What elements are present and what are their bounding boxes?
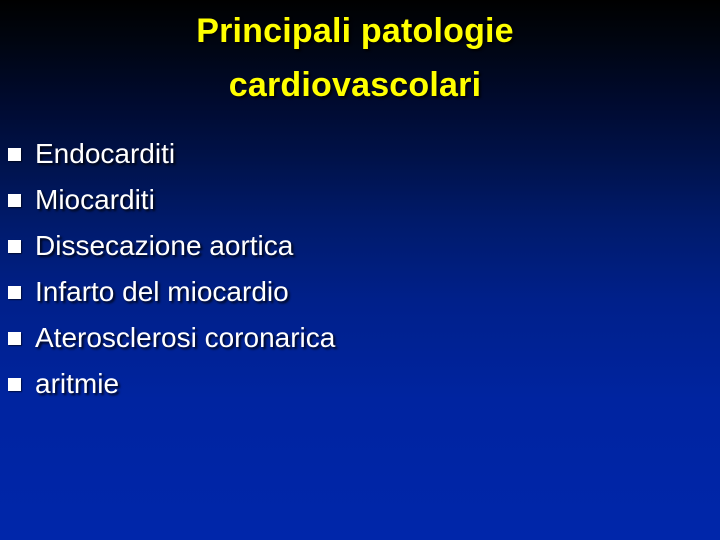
bullet-text: Dissecazione aortica — [35, 230, 294, 261]
bullet-item — [8, 131, 335, 177]
bullet-text: Aterosclerosi coronarica — [35, 322, 336, 353]
bullet-text: Endocarditi — [35, 138, 176, 169]
square-bullet-icon — [8, 286, 21, 299]
bullet-text: Infarto del miocardio — [35, 276, 289, 307]
slide-title-line-2: cardiovascolari — [228, 66, 482, 104]
square-bullet-icon — [8, 148, 21, 161]
bullet-list — [8, 131, 335, 407]
slide-title — [0, 4, 710, 112]
square-bullet-icon — [8, 332, 21, 345]
square-bullet-icon — [8, 378, 21, 391]
square-bullet-icon — [8, 240, 21, 253]
square-bullet-icon — [8, 194, 21, 207]
bullet-item — [8, 269, 335, 315]
bullet-item — [8, 223, 335, 269]
bullet-item — [8, 361, 335, 407]
bullet-text: Miocarditi — [35, 184, 155, 215]
bullet-item — [8, 315, 335, 361]
bullet-item — [8, 177, 335, 223]
bullet-text: aritmie — [35, 368, 120, 399]
slide-title-line-1: Principali patologie — [196, 12, 514, 50]
